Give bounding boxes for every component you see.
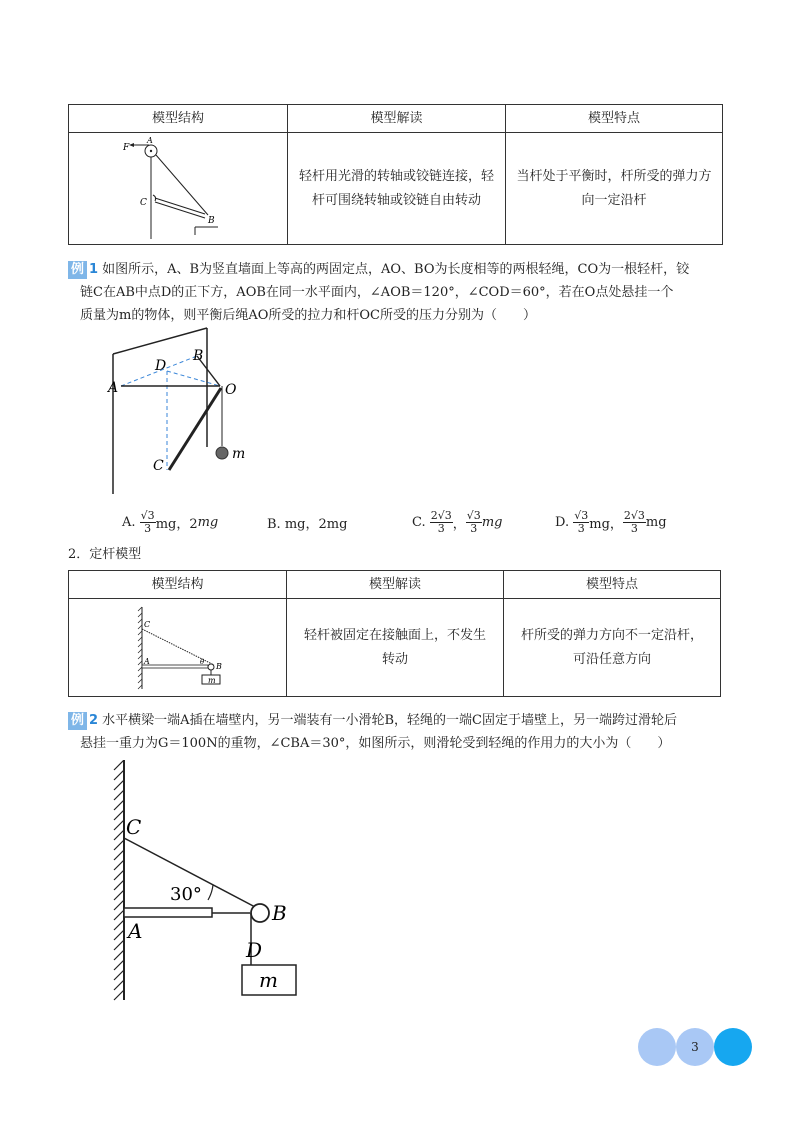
option-c[interactable]: C. $\frac{2√3}{3}$ ， $\frac{√3}{3}$ mg: [412, 509, 503, 535]
option-d[interactable]: D. $\frac{√3}{3}$ mg， $\frac{2√3}{3}$ mg: [555, 509, 667, 535]
table2-feature-cell: [504, 599, 721, 697]
model-table-2: [68, 570, 721, 697]
table1-header-structure: 模型结构: [69, 105, 288, 133]
example1-text: [68, 258, 738, 327]
table2-interpretation-line2: 转动: [381, 651, 408, 667]
diagram-label-a: A: [147, 135, 153, 145]
table1-interpretation-line1: 轻杆用光滑的转轴或铰链连接，轻: [298, 168, 494, 184]
diagram-label-f: F: [123, 142, 130, 153]
diagram2-label-b: B: [215, 661, 222, 671]
fig2-label-angle: 30°: [170, 884, 202, 905]
example1-line3: 质量为m的物体，则平衡后绳AO所受的拉力和杆OC所受的压力分别为（ ）: [80, 308, 536, 323]
fig1-label-c: C: [153, 458, 164, 474]
fig2-label-a: A: [128, 919, 143, 943]
table1-interpretation-line2: 杆可围绕转轴或铰链自由转动: [311, 192, 481, 208]
example1-line1: 例 1 如图所示，A、B为竖直墙面上等高的两固定点，AO、BO为长度相等的两根轻绳，CO为一根轻杆，铰: [68, 258, 738, 281]
fig1-label-o: O: [225, 382, 237, 398]
table2-header-feature: 模型特点: [504, 571, 721, 599]
fig2-label-m: m: [259, 968, 278, 992]
diagram2-label-a: A: [143, 656, 150, 666]
example1-line2: 链C在AB中点D的正下方，AOB在同一水平面内，∠AOB＝120°，∠COD＝60°，若在O点处悬挂一个: [80, 285, 674, 300]
table2-interpretation-cell: [287, 599, 504, 697]
example-badge: 例: [68, 712, 87, 730]
table2-feature-line1: 杆所受的弹力方向不一定沿杆，: [520, 627, 703, 643]
page-number: 3: [691, 1040, 699, 1054]
diagram-label-c: C: [140, 197, 147, 208]
hinged-rod-diagram: [123, 135, 233, 243]
table1-interpretation-cell: [288, 133, 506, 245]
page-circle-left: [638, 1028, 676, 1066]
fig1-label-m: m: [232, 446, 246, 462]
table2-structure-cell: [69, 599, 287, 697]
diagram2-label-c: C: [143, 619, 150, 629]
page-number-badge: [638, 1028, 752, 1066]
diagram-label-b: B: [208, 215, 215, 226]
fig1-label-d: D: [155, 358, 167, 374]
table1-feature-line1: 当杆处于平衡时，杆所受的弹力方: [516, 168, 712, 184]
fixed-rod-diagram: [128, 603, 228, 693]
option-a[interactable]: A. $\frac{√3}{3}$ mg，2mg: [122, 509, 219, 535]
section2-title: 2．定杆模型: [68, 547, 142, 562]
table2-header-structure: 模型结构: [69, 571, 287, 599]
fig2-label-c: C: [126, 815, 142, 839]
page-circle-right: [714, 1028, 752, 1066]
diagram2-label-m: m: [207, 675, 216, 685]
example1-figure: [105, 322, 265, 497]
example2-figure: [104, 760, 304, 1010]
model-table-1: [68, 104, 723, 245]
fig1-label-b: B: [193, 348, 204, 364]
example-number: 1: [89, 262, 99, 277]
table2-header-interpretation: 模型解读: [287, 571, 504, 599]
example-number: 2: [89, 713, 99, 728]
table1-header-feature: 模型特点: [506, 105, 723, 133]
diagram2-label-theta: θ: [199, 657, 204, 666]
example-badge: 例: [68, 261, 87, 279]
example2-text: [68, 709, 738, 755]
table1-feature-line2: 向一定沿杆: [581, 192, 647, 208]
table1-header-interpretation: 模型解读: [288, 105, 506, 133]
table2-interpretation-line1: 轻杆被固定在接触面上，不发生: [303, 627, 486, 643]
fig1-label-a: A: [108, 380, 119, 396]
option-b[interactable]: B. mg，2mg: [267, 517, 348, 532]
fig2-label-b: B: [272, 901, 287, 925]
example2-line1: 例 2 水平横梁一端A插在墙壁内，另一端装有一小滑轮B，轻绳的一端C固定于墙壁上，另一端跨过滑轮后: [68, 709, 738, 732]
table2-feature-line2: 可沿任意方向: [572, 651, 651, 667]
table1-feature-cell: [506, 133, 723, 245]
example2-line2: 悬挂一重力为G＝100N的重物，∠CBA＝30°，如图所示，则滑轮受到轻绳的作用力的大小为（ ）: [80, 736, 671, 751]
table1-structure-cell: [69, 133, 288, 245]
fig2-label-d: D: [246, 938, 263, 962]
